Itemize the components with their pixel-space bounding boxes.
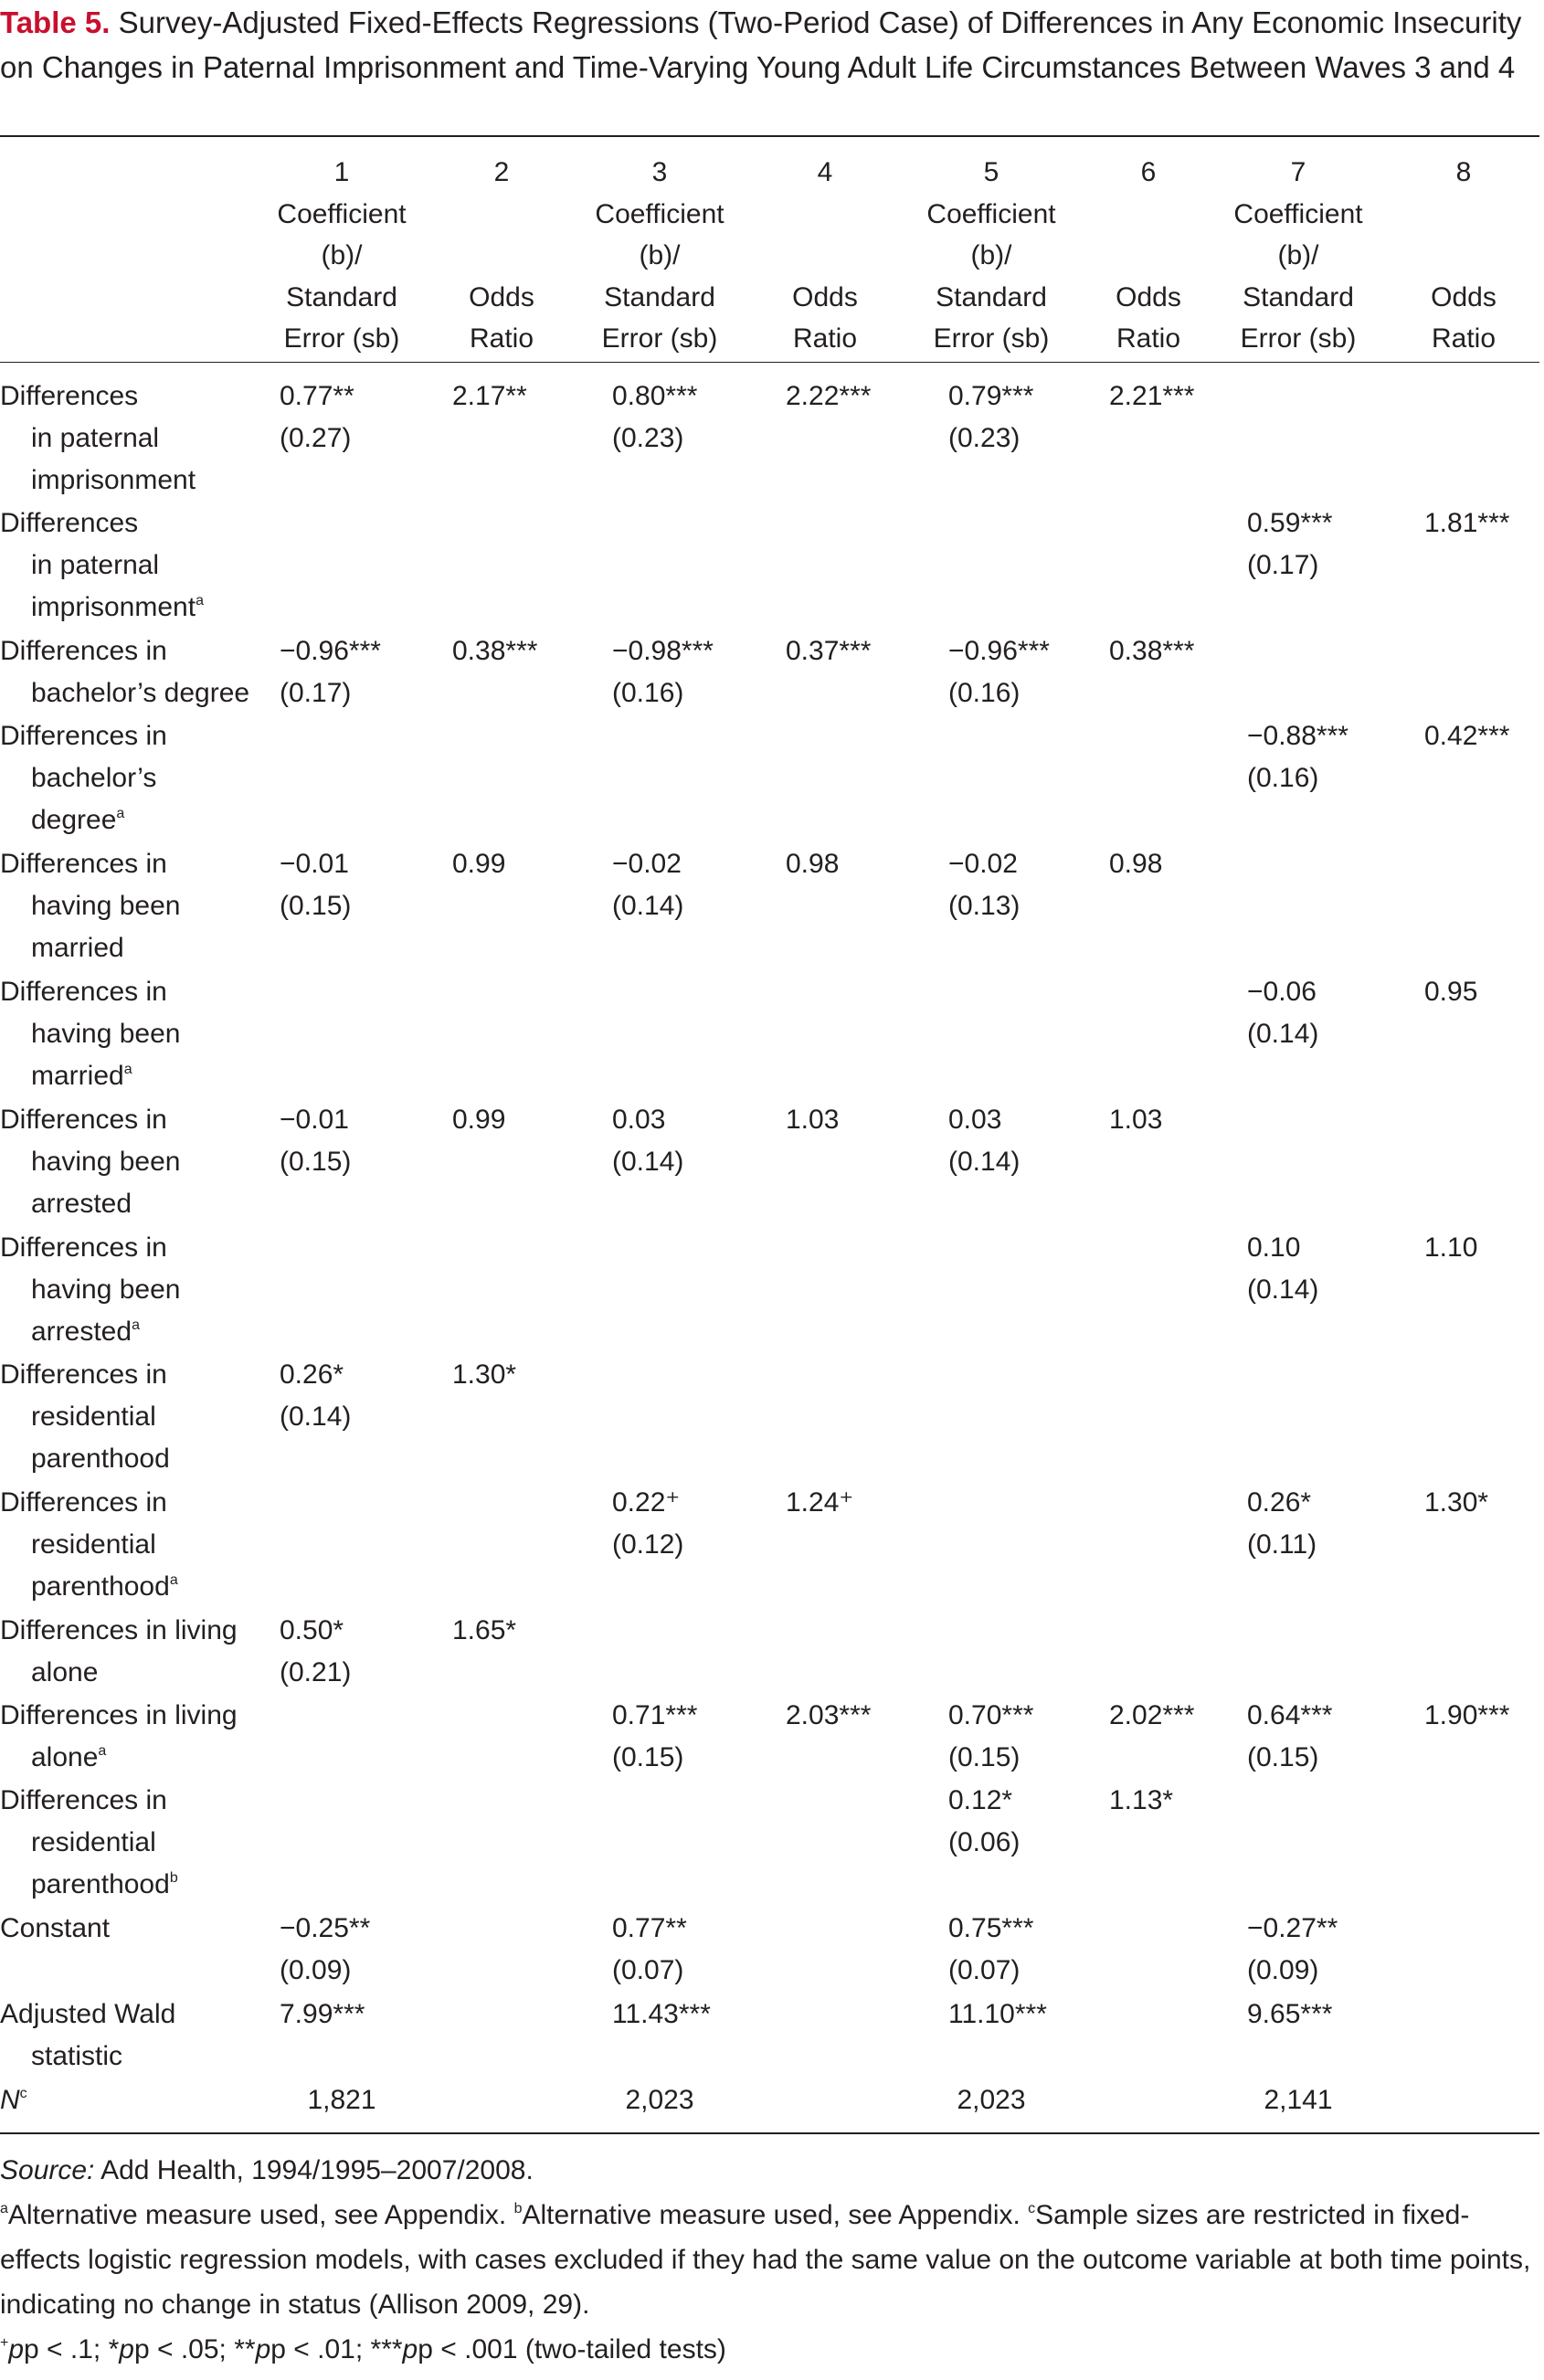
cell-standard-error: (0.09)	[1247, 1955, 1319, 1985]
column-header-line: Coefficient	[1233, 198, 1363, 229]
column-header-2	[469, 152, 534, 360]
cell-value: 0.03	[612, 1105, 666, 1135]
column-header-4	[792, 152, 858, 360]
row-label-line: bachelor’s degree	[31, 678, 250, 708]
cell-col-3	[612, 1994, 711, 2036]
column-number: 3	[651, 157, 668, 187]
cell-standard-error: (0.14)	[1247, 1275, 1319, 1305]
row-label-line: imprisonment	[31, 465, 196, 495]
cell-value: 1.10	[1424, 1232, 1478, 1263]
cell-value: 1.81***	[1424, 508, 1510, 538]
row-label	[0, 502, 204, 629]
footnote-marker: c	[19, 2086, 27, 2101]
cell-col-1	[280, 1354, 351, 1438]
notes-abc: $^a$Alternative measure used, see Appendix. $^b$Alternative measure used, see Appendix. $^c$Sample sizes are restricted in fixed-effects logistic regression models, with cases excluded if they had the same value on the outcome variable at both time points, indicating no change in status (Allison 2009, 29).	[0, 2200, 1531, 2320]
column-header-line: Ratio	[1116, 323, 1181, 354]
cell-col-3	[612, 1908, 687, 1992]
row-label-line: residential	[31, 1402, 156, 1432]
column-number: 1	[333, 157, 350, 187]
row-label-line: Differences in	[0, 721, 167, 751]
footnote-marker: b	[169, 1870, 178, 1886]
cell-col-6	[1109, 843, 1162, 885]
cell-col-1	[280, 1610, 351, 1694]
footnote-marker: a	[98, 1743, 107, 1759]
cell-value: 9.65***	[1247, 1999, 1333, 2029]
row-label-line: alone$^a$	[31, 1742, 107, 1772]
cell-value: −0.01	[280, 1105, 349, 1135]
cell-value: 11.43***	[612, 1999, 711, 2029]
row-label-line: in paternal	[31, 423, 160, 453]
cell-value: 1.65*	[452, 1615, 517, 1645]
column-number: 5	[983, 157, 999, 187]
row-label-line: bachelor’s	[31, 763, 157, 793]
cell-standard-error: (0.16)	[948, 678, 1021, 708]
column-header-line: (b)/	[1277, 240, 1319, 270]
cell-col-2	[452, 843, 505, 885]
column-header-3	[595, 152, 724, 360]
row-label-line: having been	[31, 891, 181, 921]
cell-col-3	[612, 630, 714, 714]
cell-value: 0.95	[1424, 977, 1478, 1007]
cell-value: 1.30*	[452, 1359, 517, 1390]
row-label-line: residential	[31, 1827, 156, 1857]
row-label	[0, 1908, 110, 1950]
cell-col-5	[948, 1908, 1033, 1992]
row-label-line: Differences in	[0, 1105, 167, 1135]
cell-standard-error: (0.27)	[280, 423, 352, 453]
cell-value: −0.96***	[948, 636, 1050, 666]
cell-value: 0.98	[786, 849, 840, 879]
row-label	[0, 1994, 175, 2078]
row-label	[0, 715, 167, 841]
column-header-line: Ratio	[469, 323, 534, 354]
row-label-line: having been	[31, 1275, 181, 1305]
cell-value: −0.02	[948, 849, 1018, 879]
column-header-line: Odds	[792, 281, 858, 312]
cell-standard-error: (0.16)	[612, 678, 684, 708]
n-value: 2,023	[625, 2085, 694, 2115]
row-label-line: parenthood$^a$	[31, 1571, 178, 1602]
column-header-line: Coefficient	[926, 198, 1056, 229]
bottom-rule	[0, 2132, 1539, 2134]
top-rule	[0, 135, 1539, 137]
footnote-marker: a	[169, 1572, 178, 1588]
cell-col-3	[612, 1482, 683, 1566]
cell-col-1	[280, 1908, 370, 1992]
cell-standard-error: (0.06)	[948, 1827, 1021, 1857]
cell-col-8	[1424, 715, 1509, 757]
cell-standard-error: (0.14)	[948, 1147, 1021, 1177]
cell-col-5	[948, 1695, 1033, 1779]
row-label	[0, 1610, 238, 1694]
cell-col-2	[452, 1610, 516, 1652]
row-label-line: married$^a$	[31, 1061, 132, 1091]
row-label-line: Differences in	[0, 1359, 167, 1390]
row-label-line: statistic	[31, 2041, 123, 2071]
cell-col-6	[1109, 376, 1194, 418]
cell-standard-error: (0.12)	[612, 1529, 684, 1560]
cell-standard-error: (0.15)	[280, 1147, 352, 1177]
cell-value: 0.59***	[1247, 508, 1333, 538]
row-label-line: Differences in living	[0, 1700, 238, 1730]
cell-col-7	[1247, 502, 1332, 587]
column-header-line: Standard	[1243, 281, 1354, 312]
cell-standard-error: (0.15)	[948, 1742, 1021, 1772]
cell-value: 0.79***	[948, 381, 1034, 411]
n-label: N	[0, 2085, 20, 2115]
cell-standard-error: (0.11)	[1247, 1529, 1317, 1560]
cell-standard-error: (0.15)	[612, 1742, 684, 1772]
cell-standard-error: (0.23)	[948, 423, 1021, 453]
cell-value: −0.27**	[1247, 1913, 1338, 1943]
n-value: 1,821	[307, 2085, 376, 2115]
cell-col-2	[452, 376, 527, 418]
row-label	[0, 971, 180, 1097]
cell-standard-error: (0.21)	[280, 1657, 352, 1687]
cell-value: 7.99***	[280, 1999, 365, 2029]
row-label-line: Differences	[0, 508, 139, 538]
cell-value: 2.03***	[786, 1700, 872, 1730]
cell-value: 0.98	[1109, 849, 1163, 879]
column-number: 8	[1455, 157, 1472, 187]
cell-value: −0.25**	[280, 1913, 371, 1943]
cell-col-5	[948, 1099, 1020, 1183]
cell-col-5	[948, 376, 1033, 460]
n-value: 2,023	[957, 2085, 1026, 2115]
cell-value: −0.02	[612, 849, 682, 879]
cell-standard-error: (0.13)	[948, 891, 1021, 921]
cell-value: 0.70***	[948, 1700, 1034, 1730]
cell-col-5	[948, 1780, 1020, 1864]
column-header-6	[1116, 152, 1181, 360]
cell-standard-error: (0.14)	[612, 1147, 684, 1177]
column-header-line: Coefficient	[277, 198, 407, 229]
cell-value: 0.03	[948, 1105, 1002, 1135]
column-header-line: Odds	[1116, 281, 1181, 312]
footnote-marker: a	[123, 1062, 132, 1077]
cell-col-6	[1109, 1099, 1162, 1141]
row-label-line: Differences in	[0, 849, 167, 879]
row-label-line: residential	[31, 1529, 156, 1560]
header-rule	[0, 362, 1539, 363]
column-header-line: (b)/	[321, 240, 363, 270]
column-header-line: Ratio	[792, 323, 858, 354]
cell-col-4	[786, 630, 871, 672]
row-label	[0, 1780, 178, 1906]
row-label-line: degree$^a$	[31, 805, 125, 835]
cell-value: 2.02***	[1109, 1700, 1195, 1730]
row-label-line: Differences in	[0, 1232, 167, 1263]
cell-col-4	[786, 1695, 871, 1737]
cell-standard-error: (0.09)	[280, 1955, 352, 1985]
column-header-line: Error (sb)	[283, 323, 400, 354]
cell-col-1	[280, 1994, 365, 2036]
footnote-marker: a	[196, 593, 204, 608]
column-number: 7	[1290, 157, 1306, 187]
column-header-line: Odds	[1431, 281, 1496, 312]
cell-value: 1.24⁺	[786, 1487, 854, 1518]
column-header-line: Coefficient	[595, 198, 724, 229]
row-label-line: parenthood$^b$	[31, 1869, 178, 1899]
cell-standard-error: (0.15)	[280, 891, 352, 921]
row-label-line: Differences	[0, 381, 139, 411]
column-header-line: Standard	[936, 281, 1047, 312]
column-header-line: Odds	[469, 281, 534, 312]
row-label-line: Differences in	[0, 636, 167, 666]
cell-col-4	[786, 843, 839, 885]
cell-value: 1.03	[786, 1105, 840, 1135]
cell-col-4	[786, 1482, 853, 1524]
cell-col-8	[1424, 1227, 1477, 1269]
table-caption: Survey-Adjusted Fixed-Effects Regressions (Two-Period Case) of Differences in Any Economic Insecurity on Changes in Paternal Imprisonment and Time-Varying Young Adult Life Circumstances Between Waves 3 and 4	[0, 5, 1522, 84]
row-label-line: married	[31, 933, 124, 963]
row-label-line: Differences in	[0, 977, 167, 1007]
table-number: Table 5.	[0, 5, 111, 39]
column-header-1	[277, 152, 406, 360]
row-label	[0, 843, 180, 969]
footnote-marker: a	[132, 1317, 140, 1333]
column-header-line: (b)/	[970, 240, 1012, 270]
column-header-8	[1431, 152, 1496, 360]
cell-value: 0.42***	[1424, 721, 1510, 751]
row-label	[0, 1099, 180, 1225]
cell-col-2	[452, 1354, 516, 1396]
cell-col-3	[612, 1695, 697, 1779]
column-header-line: Error (sb)	[601, 323, 718, 354]
cell-col-1	[280, 376, 354, 460]
cell-standard-error: (0.17)	[1247, 550, 1319, 580]
column-number: 6	[1140, 157, 1157, 187]
column-header-line: Ratio	[1431, 323, 1496, 354]
cell-standard-error: (0.15)	[1247, 1742, 1319, 1772]
cell-value: −0.01	[280, 849, 349, 879]
cell-col-5	[948, 630, 1050, 714]
cell-col-3	[612, 843, 683, 927]
cell-col-7	[1247, 1695, 1332, 1779]
column-number: 2	[493, 157, 510, 187]
row-label	[0, 630, 249, 714]
cell-standard-error: (0.07)	[612, 1955, 684, 1985]
cell-col-4	[786, 1099, 839, 1141]
cell-col-6	[1109, 1695, 1194, 1737]
source-note: Source: Add Health, 1994/1995–2007/2008.	[0, 2155, 534, 2185]
row-label	[0, 1482, 178, 1608]
cell-col-7	[1247, 1994, 1332, 2036]
cell-value: 0.77**	[280, 381, 354, 411]
cell-col-6	[1109, 1780, 1173, 1822]
column-header-7	[1233, 152, 1362, 360]
cell-value: 0.99	[452, 849, 506, 879]
cell-value: 0.26*	[280, 1359, 344, 1390]
cell-standard-error: (0.14)	[280, 1402, 352, 1432]
cell-value: 0.71***	[612, 1700, 698, 1730]
n-value: 2,141	[1264, 2085, 1333, 2115]
cell-value: −0.06	[1247, 977, 1317, 1007]
cell-value: 0.99	[452, 1105, 506, 1135]
row-label-line: in paternal	[31, 550, 160, 580]
row-label-line: Differences in	[0, 1487, 167, 1518]
row-label	[0, 376, 196, 502]
row-label-line: arrested$^a$	[31, 1317, 140, 1347]
cell-col-5	[948, 1994, 1047, 2036]
cell-value: 0.38***	[452, 636, 538, 666]
column-header-line: (b)/	[639, 240, 681, 270]
cell-value: −0.96***	[280, 636, 381, 666]
cell-col-5	[948, 843, 1020, 927]
cell-value: 0.64***	[1247, 1700, 1333, 1730]
cell-value: 0.38***	[1109, 636, 1195, 666]
cell-col-8	[1424, 1695, 1509, 1737]
row-label-line: Constant	[0, 1913, 111, 1943]
cell-col-6	[1109, 630, 1194, 672]
row-label-line: parenthood	[31, 1444, 170, 1474]
cell-col-8	[1424, 971, 1477, 1013]
cell-col-7	[1247, 1227, 1318, 1311]
row-label-line: arrested	[31, 1189, 132, 1219]
row-label	[0, 1227, 180, 1353]
table-title	[0, 0, 1539, 90]
cell-col-8	[1424, 502, 1509, 545]
cell-value: 1.13*	[1109, 1785, 1174, 1815]
cell-value: −0.88***	[1247, 721, 1348, 751]
cell-col-2	[452, 1099, 505, 1141]
row-label-n	[0, 2079, 27, 2121]
significance-note: +pp < .1; *pp < .05; **pp < .01; ***pp < .001 (two-tailed tests)	[0, 2334, 726, 2364]
cell-value: 0.50*	[280, 1615, 344, 1645]
row-label-line: alone	[31, 1657, 99, 1687]
cell-value: 0.22⁺	[612, 1487, 681, 1518]
cell-standard-error: (0.07)	[948, 1955, 1021, 1985]
cell-value: 0.75***	[948, 1913, 1034, 1943]
cell-value: −0.98***	[612, 636, 714, 666]
cell-standard-error: (0.14)	[1247, 1019, 1319, 1049]
cell-value: 2.21***	[1109, 381, 1195, 411]
row-label	[0, 1354, 170, 1480]
column-header-line: Standard	[604, 281, 715, 312]
cell-col-3	[612, 376, 697, 460]
cell-value: 11.10***	[948, 1999, 1047, 2029]
cell-col-3	[612, 1099, 683, 1183]
cell-standard-error: (0.17)	[280, 678, 352, 708]
footnote-marker: a	[116, 806, 125, 821]
cell-value: 1.90***	[1424, 1700, 1510, 1730]
cell-value: 0.80***	[612, 381, 698, 411]
cell-value: 2.17**	[452, 381, 527, 411]
cell-value: 1.30*	[1424, 1487, 1489, 1518]
cell-col-8	[1424, 1482, 1488, 1524]
cell-value: 0.26*	[1247, 1487, 1312, 1518]
row-label-line: Differences in living	[0, 1615, 238, 1645]
cell-col-1	[280, 843, 351, 927]
column-header-line: Standard	[286, 281, 397, 312]
cell-standard-error: (0.14)	[612, 891, 684, 921]
column-number: 4	[817, 157, 833, 187]
row-label	[0, 1695, 238, 1779]
row-label-line: having been	[31, 1147, 181, 1177]
column-header-5	[926, 152, 1055, 360]
cell-value: 0.37***	[786, 636, 872, 666]
cell-col-7	[1247, 1908, 1338, 1992]
cell-value: 0.10	[1247, 1232, 1301, 1263]
cell-col-7	[1247, 971, 1318, 1055]
cell-col-7	[1247, 715, 1348, 799]
row-label-line: Differences in	[0, 1785, 167, 1815]
cell-standard-error: (0.16)	[1247, 763, 1319, 793]
cell-value: 2.22***	[786, 381, 872, 411]
cell-standard-error: (0.23)	[612, 423, 684, 453]
cell-value: 0.77**	[612, 1913, 687, 1943]
row-label-line: Adjusted Wald	[0, 1999, 176, 2029]
cell-col-4	[786, 376, 871, 418]
cell-col-1	[280, 1099, 351, 1183]
row-label-line: imprisonment$^a$	[31, 592, 204, 622]
column-header-line: Error (sb)	[1240, 323, 1357, 354]
cell-col-7	[1247, 1482, 1317, 1566]
cell-col-1	[280, 630, 381, 714]
cell-value: 1.03	[1109, 1105, 1163, 1135]
column-header-line: Error (sb)	[933, 323, 1050, 354]
row-label-line: having been	[31, 1019, 181, 1049]
cell-value: 0.12*	[948, 1785, 1013, 1815]
cell-col-2	[452, 630, 537, 672]
